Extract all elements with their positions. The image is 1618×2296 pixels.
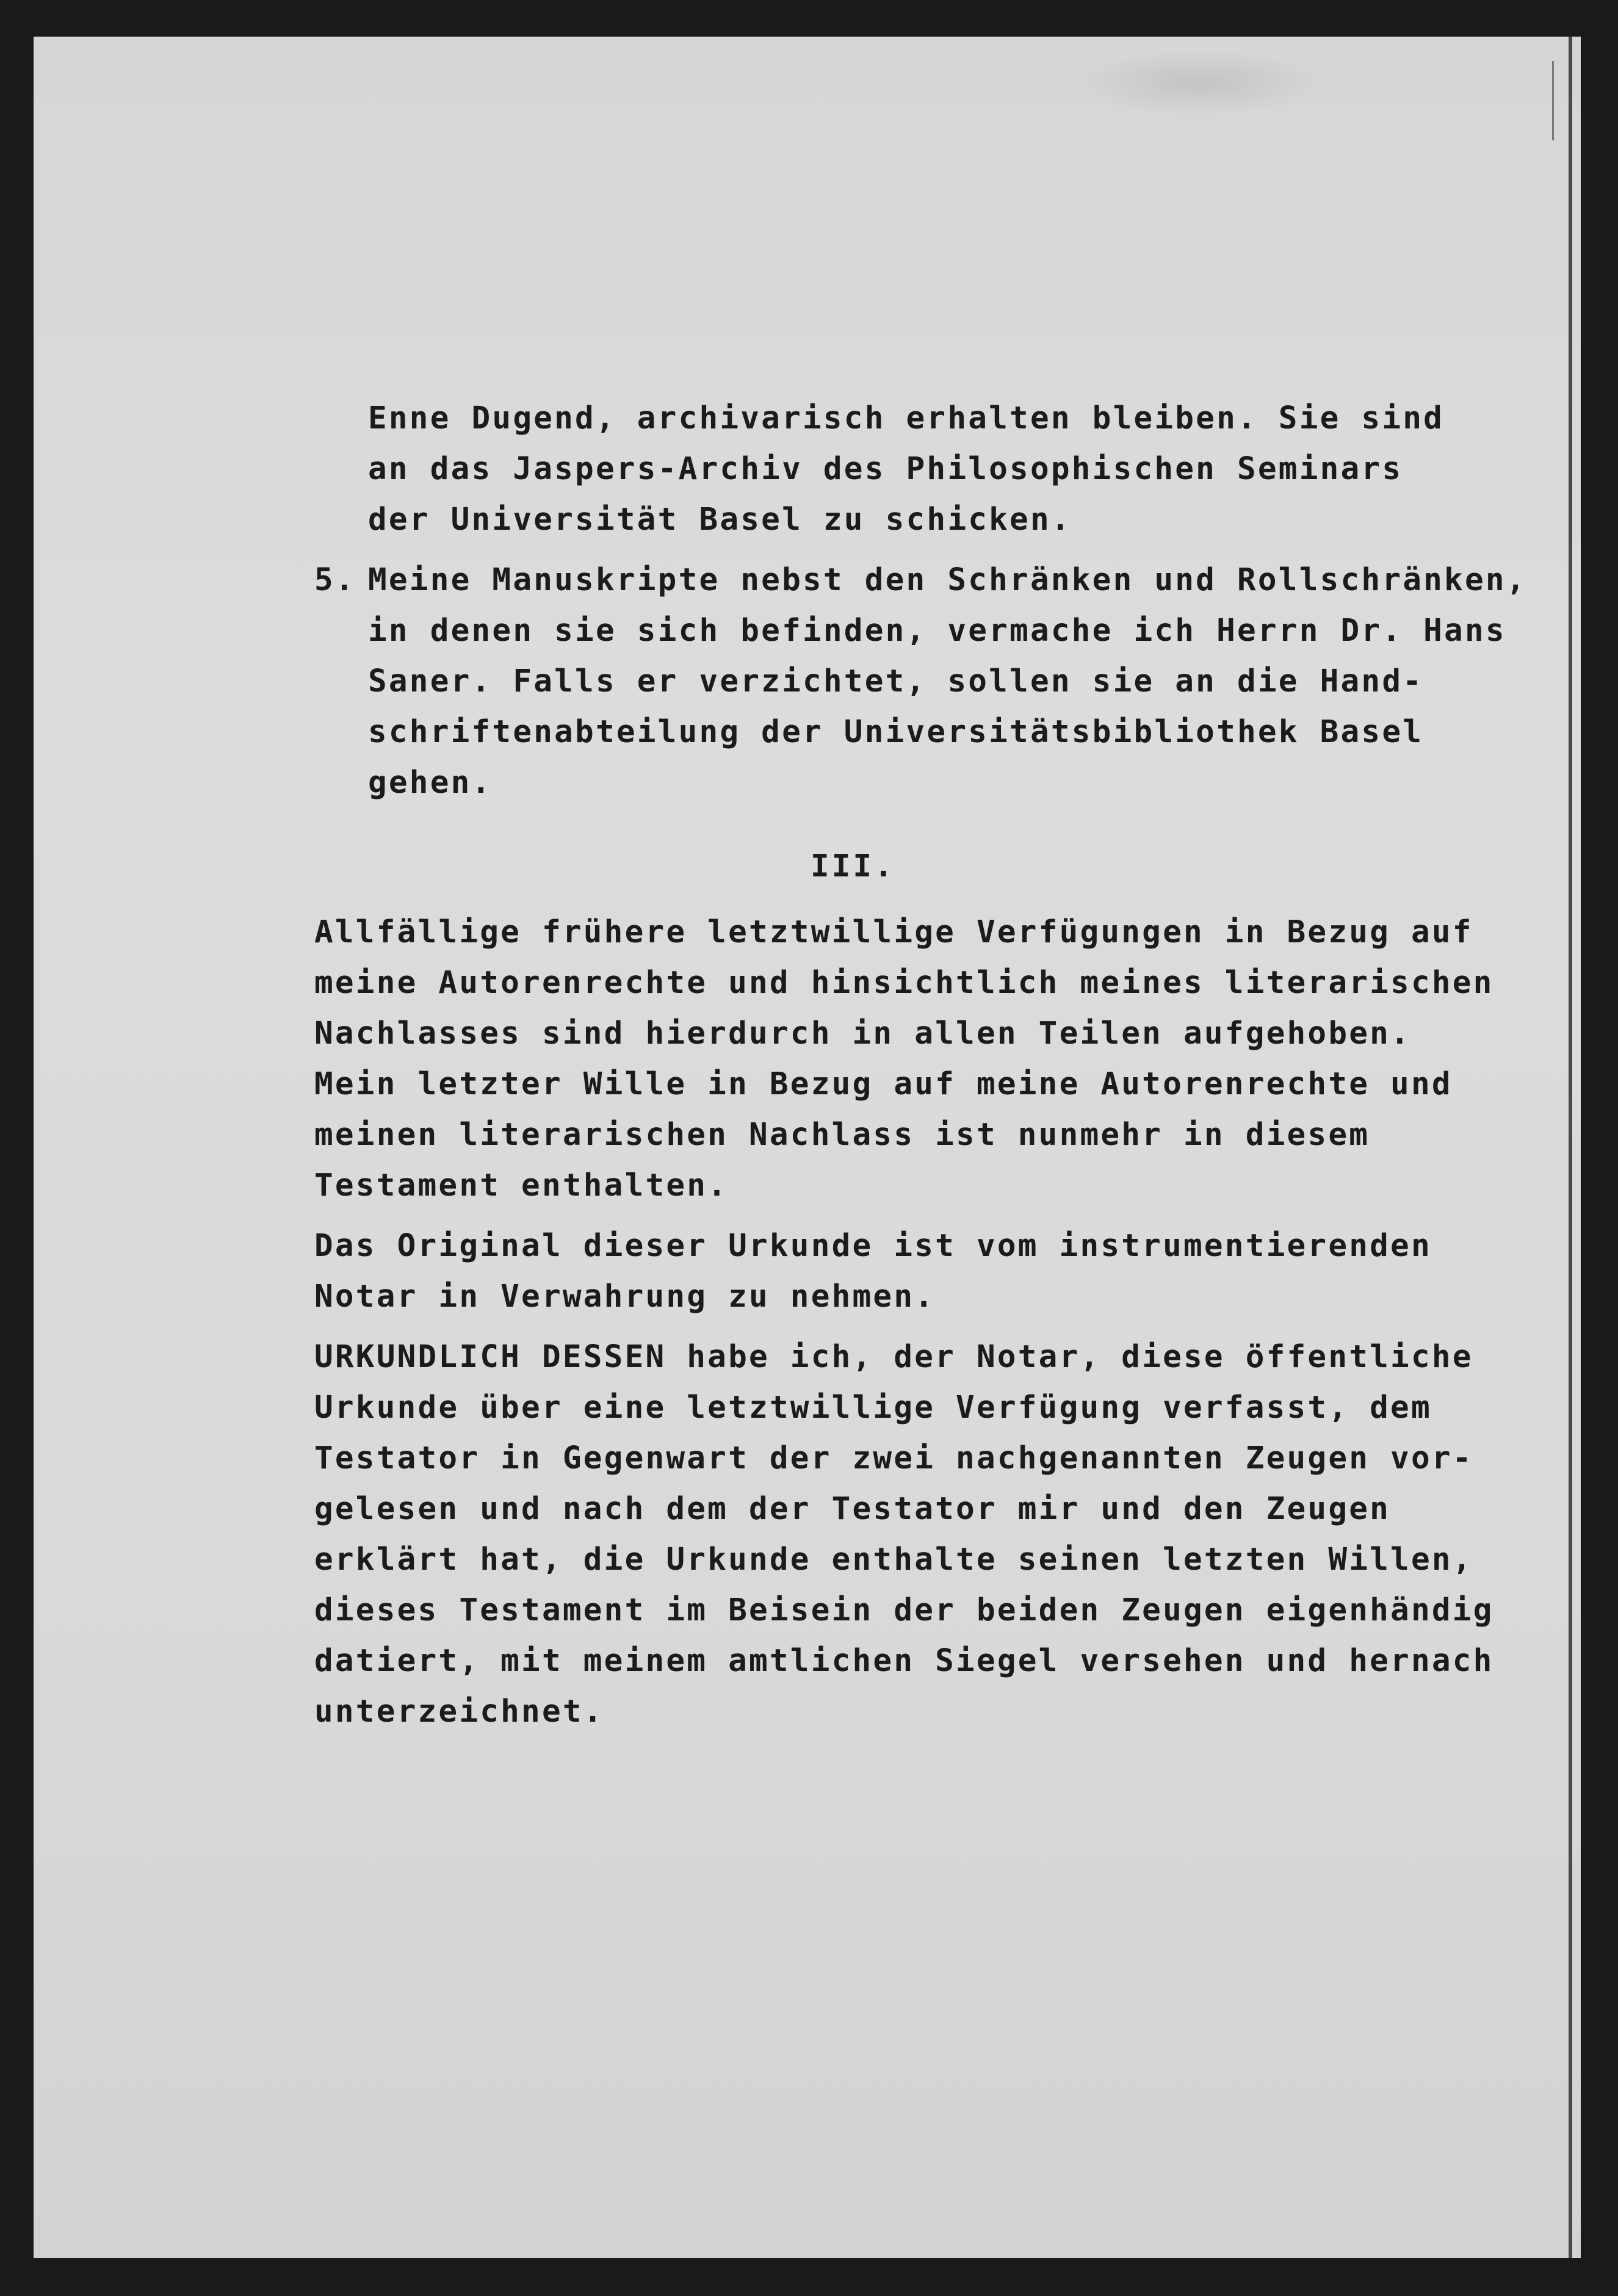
paragraph-line: URKUNDLICH DESSEN habe ich, der Notar, diese öffentliche [314, 1339, 1473, 1375]
paragraph-line: Mein letzter Wille in Bezug auf meine Autorenrechte und [314, 1066, 1453, 1102]
document-page [34, 37, 1581, 2258]
paragraph-line: meine Autorenrechte und hinsichtlich meines literarischen [314, 965, 1494, 1001]
paragraph-line: Saner. Falls er verzichtet, sollen sie an die Hand- [368, 663, 1424, 699]
paragraph-line: datiert, mit meinem amtlichen Siegel versehen und hernach [314, 1643, 1494, 1679]
paragraph-line: unterzeichnet. [314, 1694, 604, 1730]
paragraph-line: Das Original dieser Urkunde ist vom instrumentierenden [314, 1228, 1432, 1264]
item-number: 5. [314, 562, 356, 598]
paper-smudge [1071, 49, 1327, 116]
paragraph-line: Testament enthalten. [314, 1168, 729, 1204]
paragraph-line: an das Jaspers-Archiv des Philosophischen Seminars [368, 451, 1403, 487]
paragraph-line: Nachlasses sind hierdurch in allen Teilen aufgehoben. [314, 1016, 1411, 1052]
paragraph-line: schriftenabteilung der Universitätsbibliothek Basel [368, 714, 1424, 750]
paragraph-line: erklärt hat, die Urkunde enthalte seinen letzten Willen, [314, 1542, 1473, 1578]
paragraph-line: der Universität Basel zu schicken. [368, 502, 1072, 538]
page-edge-mark [1552, 61, 1554, 140]
paragraph-line: dieses Testament im Beisein der beiden Zeugen eigenhändig [314, 1592, 1494, 1628]
paragraph-line: gelesen und nach dem der Testator mir und den Zeugen [314, 1491, 1391, 1527]
paragraph-line: Meine Manuskripte nebst den Schränken und Rollschränken, [368, 562, 1527, 598]
paragraph-line: Urkunde über eine letztwillige Verfügung verfasst, dem [314, 1390, 1432, 1426]
page-edge-line [1569, 37, 1572, 2258]
paragraph-line: Enne Dugend, archivarisch erhalten bleiben. Sie sind [368, 400, 1445, 436]
paragraph-line: Allfällige frühere letztwillige Verfügungen in Bezug auf [314, 914, 1473, 950]
section-heading: III. [811, 848, 895, 884]
paragraph-line: Testator in Gegenwart der zwei nachgenannten Zeugen vor- [314, 1440, 1473, 1476]
paragraph-line: meinen literarischen Nachlass ist nunmehr in diesem [314, 1117, 1370, 1153]
paragraph-line: in denen sie sich befinden, vermache ich Herrn Dr. Hans [368, 613, 1506, 649]
paragraph-line: Notar in Verwahrung zu nehmen. [314, 1279, 936, 1315]
paragraph-line: gehen. [368, 765, 493, 801]
